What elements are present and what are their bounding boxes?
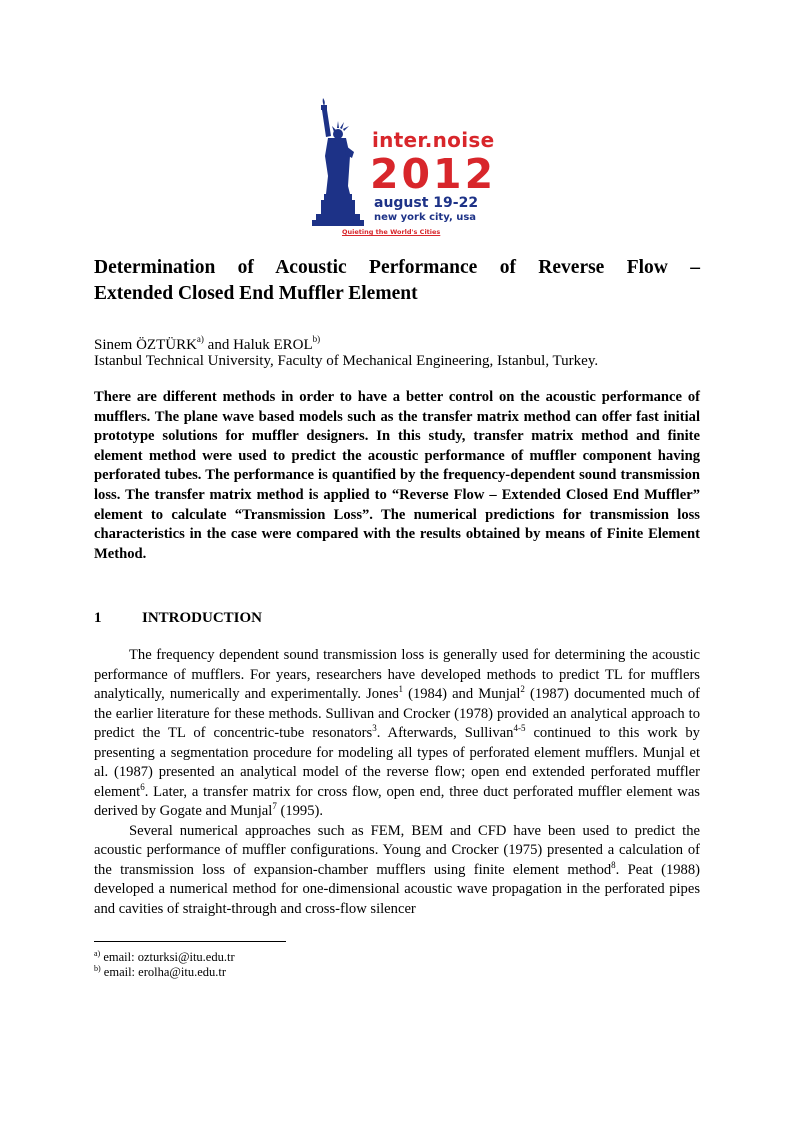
- footnote-text: email: ozturksi@itu.edu.tr: [100, 950, 235, 964]
- footnote: [94, 965, 235, 980]
- text-run: (1984) and Munjal: [403, 686, 521, 702]
- section-title: INTRODUCTION: [142, 610, 263, 626]
- citation-mark: 3: [372, 723, 377, 733]
- footnote-rule: [94, 941, 286, 942]
- author-list: [94, 330, 320, 354]
- text-run: (1995).: [276, 803, 324, 819]
- paragraph: [94, 646, 700, 822]
- abstract: There are different methods in order to have a better control on the acoustic performance of mufflers. The plane wave based models such as the transfer matrix method can offer fast initial prototype solutions for muffler designers. In this study, transfer matrix method and finite element method were used to predict the acoustic performance of muffler component having perforated tubes. The performance is quantified by the frequency-dependent sound transmission loss. The transfer matrix method is applied to “Reverse Flow – Extended Closed End Muffler” element to calculate “Transmission Loss”. The numerical predictions for transmission loss characteristics in the case were compared with the results obtained by means of Finite Element Method.: [94, 389, 700, 562]
- text-run: . Later, a transfer matrix for cross flow, open end, three duct perforated muffler element was derived by Gogate and Munjal: [94, 783, 700, 819]
- footnote: [94, 950, 235, 965]
- statue-of-liberty-icon: [312, 96, 376, 228]
- paper-title: [94, 255, 700, 307]
- text-run: . Afterwards, Sullivan: [376, 725, 514, 741]
- logo-year: 2012: [370, 150, 497, 198]
- author-name: and Haluk EROL: [203, 337, 313, 353]
- citation-mark: 8: [611, 859, 616, 870]
- section-number: 1: [94, 610, 102, 626]
- text-run: . Peat (1988) developed a numerical method for one-dimensional acoustic wave propagation in the perforated pipes and cavities of straight-through and cross-flow silencer: [94, 861, 700, 917]
- author-footnote-mark: a): [196, 334, 204, 344]
- text-run: continued to this work by presenting a segmentation procedure for modeling all types of perforated element mufflers. Munjal et al. (1987) presented an analytical model of the reverse flow; open end extended perforated muffler element: [94, 725, 700, 800]
- citation-mark: 7: [272, 801, 277, 811]
- author-name: Sinem ÖZTÜRK: [94, 337, 197, 353]
- footnotes: [94, 950, 235, 980]
- author-footnote-mark: b): [312, 334, 321, 344]
- logo-event-name: inter.noise: [372, 128, 495, 152]
- paper-title-line-2: Extended Closed End Muffler Element: [94, 283, 418, 304]
- affiliation: Istanbul Technical University, Faculty of Mechanical Engineering, Istanbul, Turkey.: [94, 353, 599, 369]
- section-heading: [94, 609, 262, 627]
- logo-tagline: Quieting the World's Cities: [342, 228, 441, 236]
- conference-logo: [312, 96, 497, 246]
- citation-mark: 2: [520, 684, 525, 694]
- body-text: [94, 646, 700, 919]
- citation-mark: 1: [398, 684, 404, 694]
- paragraph: [94, 822, 700, 920]
- footnote-text: email: erolha@itu.edu.tr: [100, 965, 227, 979]
- citation-mark: 6: [140, 781, 145, 792]
- footnote-mark: a): [94, 949, 101, 958]
- footnote-mark: b): [94, 964, 101, 973]
- logo-dates: august 19-22: [374, 195, 479, 211]
- text-run: The frequency dependent sound transmission loss is generally used for determining the acoustic performance of mufflers. For years, researchers have developed methods to predict TL for mufflers analytically, numerically and experimentally. Jones: [94, 647, 700, 702]
- logo-city: new york city, usa: [374, 212, 477, 223]
- citation-mark: 4-5: [513, 723, 526, 733]
- text-run: (1987) documented much of the earlier literature for these methods. Sullivan and Crocker (1978) provided an analytical approach to predict the TL of concentric-tube resonators: [94, 686, 701, 741]
- text-run: Several numerical approaches such as FEM, BEM and CFD have been used to predict the acoustic performance of muffler configurations. Young and Crocker (1975) presented a calculation of the transmission loss of expansion-chamber mufflers using finite element method: [94, 822, 700, 878]
- paper-title-line-1: Determination of Acoustic Performance of Reverse Flow –: [94, 257, 700, 278]
